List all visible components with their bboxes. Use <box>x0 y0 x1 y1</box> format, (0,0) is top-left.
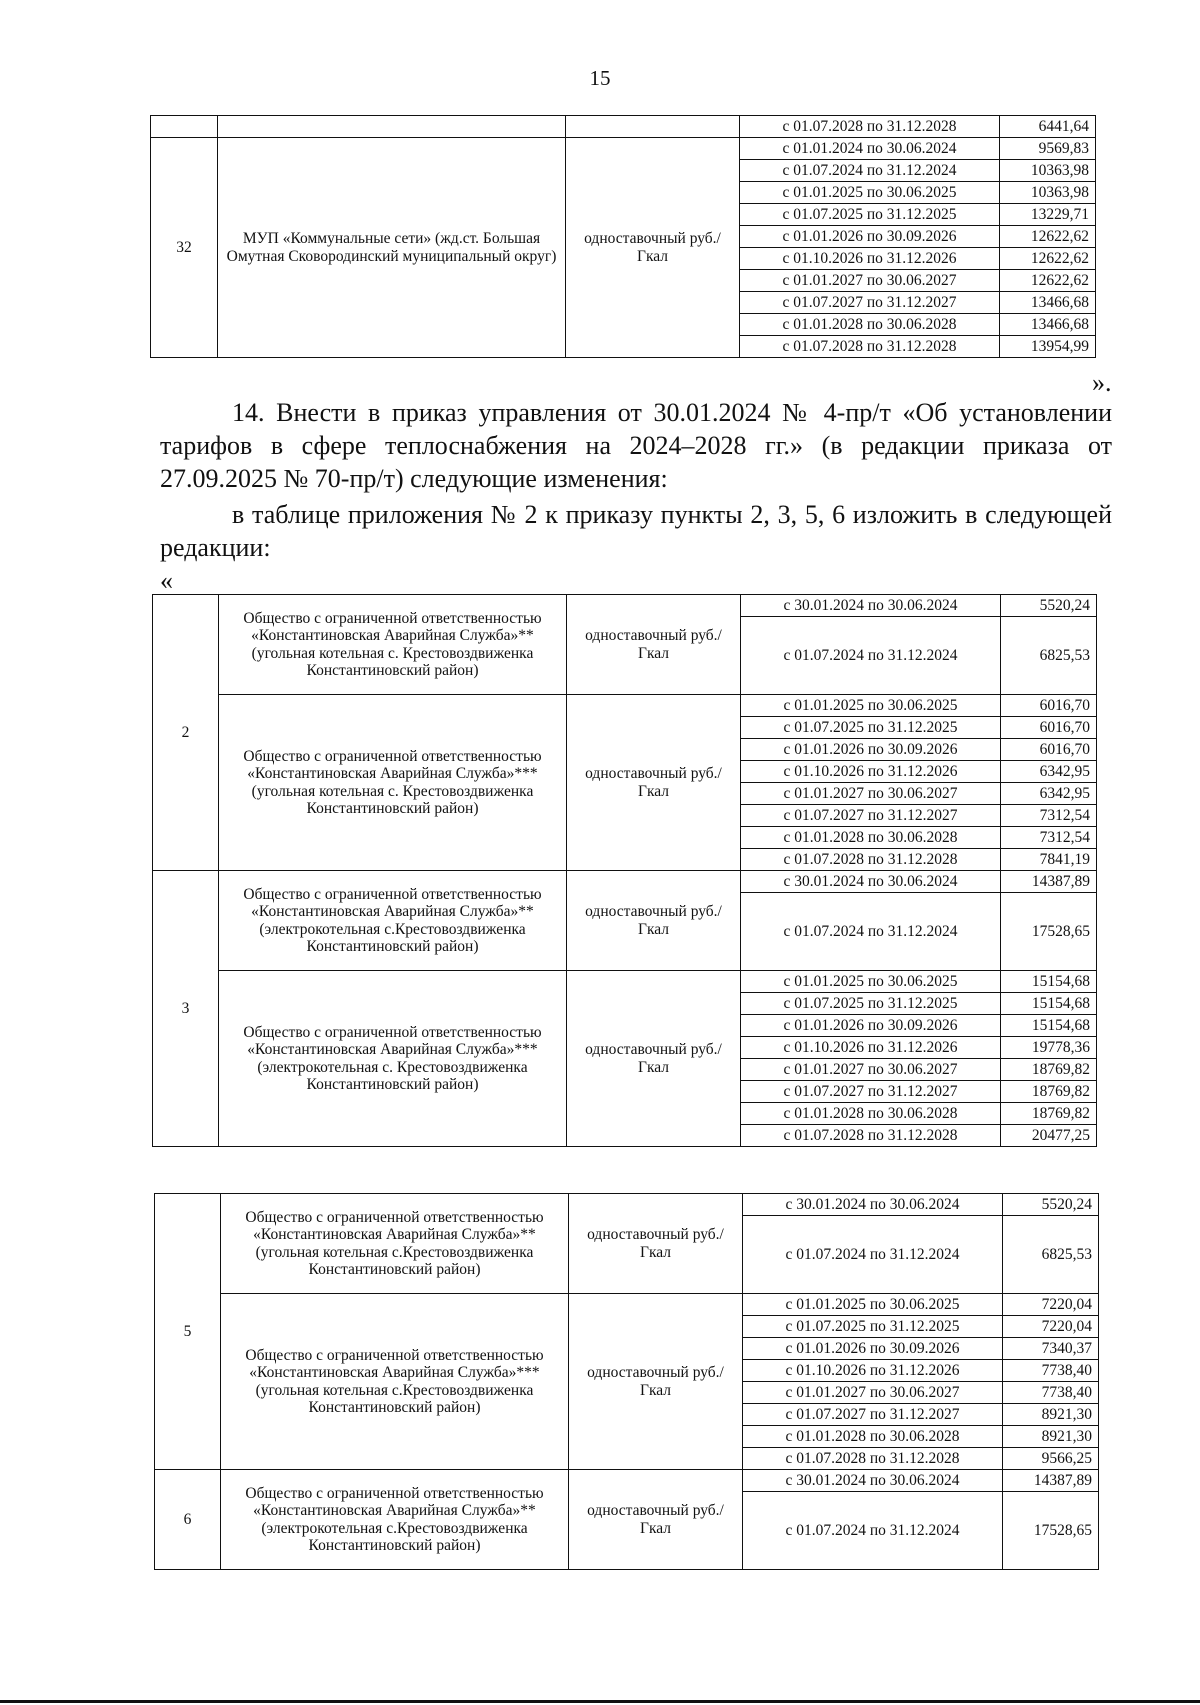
tariff-value-cell: 7312,54 <box>1001 805 1097 827</box>
tariff-value-cell: 13466,68 <box>1000 314 1096 336</box>
tariff-value-cell: 5520,24 <box>1003 1194 1099 1216</box>
period-cell: с 01.01.2026 по 30.09.2026 <box>743 1338 1003 1360</box>
period-cell: с 01.01.2024 по 30.06.2024 <box>740 138 1000 160</box>
tariff-type-cell: одноставочный руб./Гкал <box>567 695 741 871</box>
tariff-value-cell: 6016,70 <box>1001 739 1097 761</box>
period-cell: с 01.07.2024 по 31.12.2024 <box>740 160 1000 182</box>
organization-cell <box>218 116 566 138</box>
tariff-type-cell: одноставочный руб./Гкал <box>567 595 741 695</box>
period-cell: с 01.01.2025 по 30.06.2025 <box>743 1294 1003 1316</box>
period-cell: с 01.07.2024 по 31.12.2024 <box>743 1216 1003 1294</box>
tariff-value-cell: 7738,40 <box>1003 1360 1099 1382</box>
tariff-table-items-2-3 <box>152 594 1097 1147</box>
organization-cell: Общество с ограниченной ответственностью «Константиновская Аварийная Служба»** (угольная котельная с. Крестовоздвиженка Константиновский район) <box>219 595 567 695</box>
tariff-table-items-5-6 <box>154 1193 1099 1570</box>
opening-quote: « <box>160 566 173 595</box>
item-number-cell: 2 <box>153 595 219 871</box>
period-cell: с 01.01.2026 по 30.09.2026 <box>741 739 1001 761</box>
tariff-value-cell: 10363,98 <box>1000 160 1096 182</box>
period-cell: с 01.01.2027 по 30.06.2027 <box>741 783 1001 805</box>
item-number-cell: 6 <box>155 1470 221 1570</box>
period-cell: с 01.07.2025 по 31.12.2025 <box>743 1316 1003 1338</box>
tariff-value-cell: 6825,53 <box>1003 1216 1099 1294</box>
period-cell: с 01.01.2027 по 30.06.2027 <box>741 1059 1001 1081</box>
period-cell: с 01.07.2028 по 31.12.2028 <box>741 1125 1001 1147</box>
tariff-value-cell: 6016,70 <box>1001 717 1097 739</box>
period-cell: с 30.01.2024 по 30.06.2024 <box>741 595 1001 617</box>
period-cell: с 01.07.2027 по 31.12.2027 <box>743 1404 1003 1426</box>
tariff-value-cell: 12622,62 <box>1000 248 1096 270</box>
instruction-paragraph: в таблице приложения № 2 к приказу пункты 2, 3, 5, 6 изложить в следующей редакции: <box>160 500 1112 562</box>
period-cell: с 01.01.2028 по 30.06.2028 <box>743 1426 1003 1448</box>
tariff-value-cell: 17528,65 <box>1003 1492 1099 1570</box>
period-cell: с 01.07.2027 по 31.12.2027 <box>741 1081 1001 1103</box>
tariff-value-cell: 10363,98 <box>1000 182 1096 204</box>
period-cell: с 01.01.2026 по 30.09.2026 <box>740 226 1000 248</box>
period-cell: с 30.01.2024 по 30.06.2024 <box>743 1194 1003 1216</box>
tariff-value-cell: 6342,95 <box>1001 783 1097 805</box>
item-number-cell: 5 <box>155 1194 221 1470</box>
tariff-value-cell: 7220,04 <box>1003 1316 1099 1338</box>
tariff-value-cell: 13229,71 <box>1000 204 1096 226</box>
tariff-type-cell: одноставочный руб./Гкал <box>566 138 740 358</box>
period-cell: с 01.01.2028 по 30.06.2028 <box>741 827 1001 849</box>
tariff-value-cell: 19778,36 <box>1001 1037 1097 1059</box>
tariff-value-cell: 18769,82 <box>1001 1059 1097 1081</box>
tariff-value-cell: 9566,25 <box>1003 1448 1099 1470</box>
tariff-value-cell: 15154,68 <box>1001 993 1097 1015</box>
period-cell: с 01.07.2028 по 31.12.2028 <box>740 336 1000 358</box>
organization-cell: Общество с ограниченной ответственностью «Константиновская Аварийная Служба»** (угольная котельная с.Крестовоздвиженка Константиновский район) <box>221 1194 569 1294</box>
tariff-value-cell: 7312,54 <box>1001 827 1097 849</box>
period-cell: с 01.07.2028 по 31.12.2028 <box>740 116 1000 138</box>
period-cell: с 01.01.2025 по 30.06.2025 <box>741 971 1001 993</box>
period-cell: с 01.07.2028 по 31.12.2028 <box>743 1448 1003 1470</box>
page-number: 15 <box>589 66 611 90</box>
table-row <box>155 1194 1099 1216</box>
period-cell: с 01.07.2025 по 31.12.2025 <box>740 204 1000 226</box>
table-row <box>153 871 1097 893</box>
organization-cell: Общество с ограниченной ответственностью «Константиновская Аварийная Служба»** (электрокотельная с.Крестовоздвиженка Константиновский район) <box>221 1470 569 1570</box>
period-cell: с 01.01.2025 по 30.06.2025 <box>740 182 1000 204</box>
tariff-type-cell: одноставочный руб./Гкал <box>569 1470 743 1570</box>
tariff-table-continuation <box>150 115 1096 358</box>
tariff-value-cell: 14387,89 <box>1001 871 1097 893</box>
organization-cell: Общество с ограниченной ответственностью «Константиновская Аварийная Служба»*** (электрокотельная с. Крестовоздвиженка Константиновский район) <box>219 971 567 1147</box>
tariff-value-cell: 7841,19 <box>1001 849 1097 871</box>
tariff-value-cell: 12622,62 <box>1000 270 1096 292</box>
period-cell: с 01.01.2028 по 30.06.2028 <box>740 314 1000 336</box>
period-cell: с 01.07.2024 по 31.12.2024 <box>743 1492 1003 1570</box>
tariff-value-cell: 14387,89 <box>1003 1470 1099 1492</box>
tariff-value-cell: 7738,40 <box>1003 1382 1099 1404</box>
tariff-value-cell: 20477,25 <box>1001 1125 1097 1147</box>
period-cell: с 01.07.2027 по 31.12.2027 <box>740 292 1000 314</box>
tariff-value-cell: 15154,68 <box>1001 1015 1097 1037</box>
period-cell: с 01.07.2025 по 31.12.2025 <box>741 717 1001 739</box>
tariff-type-cell <box>566 116 740 138</box>
tariff-value-cell: 18769,82 <box>1001 1081 1097 1103</box>
tariff-value-cell: 6016,70 <box>1001 695 1097 717</box>
tariff-value-cell: 7340,37 <box>1003 1338 1099 1360</box>
tariff-value-cell: 7220,04 <box>1003 1294 1099 1316</box>
tariff-value-cell: 5520,24 <box>1001 595 1097 617</box>
organization-cell: Общество с ограниченной ответственностью «Константиновская Аварийная Служба»*** (угольная котельная с.Крестовоздвиженка Константиновский район) <box>221 1294 569 1470</box>
table-row <box>151 116 1096 138</box>
tariff-value-cell: 13954,99 <box>1000 336 1096 358</box>
tariff-value-cell: 8921,30 <box>1003 1404 1099 1426</box>
tariff-value-cell: 12622,62 <box>1000 226 1096 248</box>
table-row <box>153 971 1097 993</box>
tariff-type-cell: одноставочный руб./Гкал <box>569 1194 743 1294</box>
period-cell: с 01.07.2024 по 31.12.2024 <box>741 617 1001 695</box>
item-number-cell: 32 <box>151 138 218 358</box>
tariff-value-cell: 15154,68 <box>1001 971 1097 993</box>
period-cell: с 01.01.2025 по 30.06.2025 <box>741 695 1001 717</box>
tariff-type-cell: одноставочный руб./Гкал <box>567 971 741 1147</box>
table-row <box>153 695 1097 717</box>
tariff-value-cell: 9569,83 <box>1000 138 1096 160</box>
organization-cell: Общество с ограниченной ответственностью «Константиновская Аварийная Служба»** (электрокотельная с.Крестовоздвиженка Константиновский район) <box>219 871 567 971</box>
period-cell: с 01.10.2026 по 31.12.2026 <box>741 1037 1001 1059</box>
period-cell: с 01.07.2025 по 31.12.2025 <box>741 993 1001 1015</box>
tariff-value-cell: 6342,95 <box>1001 761 1097 783</box>
table-row <box>151 138 1096 160</box>
period-cell: с 30.01.2024 по 30.06.2024 <box>743 1470 1003 1492</box>
tariff-value-cell: 6441,64 <box>1000 116 1096 138</box>
tariff-type-cell: одноставочный руб./Гкал <box>567 871 741 971</box>
period-cell: с 01.01.2026 по 30.09.2026 <box>741 1015 1001 1037</box>
organization-cell: Общество с ограниченной ответственностью «Константиновская Аварийная Служба»*** (угольная котельная с. Крестовоздвиженка Константиновский район) <box>219 695 567 871</box>
item-number-cell <box>151 116 218 138</box>
period-cell: с 01.10.2026 по 31.12.2026 <box>743 1360 1003 1382</box>
period-cell: с 01.10.2026 по 31.12.2026 <box>740 248 1000 270</box>
tariff-type-cell: одноставочный руб./Гкал <box>569 1294 743 1470</box>
period-cell: с 30.01.2024 по 30.06.2024 <box>741 871 1001 893</box>
tariff-value-cell: 17528,65 <box>1001 893 1097 971</box>
period-cell: с 01.10.2026 по 31.12.2026 <box>741 761 1001 783</box>
period-cell: с 01.07.2027 по 31.12.2027 <box>741 805 1001 827</box>
tariff-value-cell: 13466,68 <box>1000 292 1096 314</box>
table-row <box>153 595 1097 617</box>
period-cell: с 01.01.2028 по 30.06.2028 <box>741 1103 1001 1125</box>
period-cell: с 01.01.2027 по 30.06.2027 <box>743 1382 1003 1404</box>
table-row <box>155 1294 1099 1316</box>
bottom-edge-line <box>0 1700 1200 1703</box>
amendment-paragraph: 14. Внести в приказ управления от 30.01.2024 № 4-пр/т «Об установлении тарифов в сфере теплоснабжения на 2024–2028 гг.» (в редакции приказа от 27.09.2025 № 70-пр/т) следующие изменения: <box>160 398 1112 493</box>
period-cell: с 01.01.2027 по 30.06.2027 <box>740 270 1000 292</box>
item-number-cell: 3 <box>153 871 219 1147</box>
closing-quote: ». <box>1092 368 1112 397</box>
table-row <box>155 1470 1099 1492</box>
tariff-value-cell: 8921,30 <box>1003 1426 1099 1448</box>
period-cell: с 01.07.2028 по 31.12.2028 <box>741 849 1001 871</box>
tariff-value-cell: 18769,82 <box>1001 1103 1097 1125</box>
period-cell: с 01.07.2024 по 31.12.2024 <box>741 893 1001 971</box>
organization-cell: МУП «Коммунальные сети» (жд.ст. Большая Омутная Сковородинский муниципальный округ) <box>218 138 566 358</box>
tariff-value-cell: 6825,53 <box>1001 617 1097 695</box>
